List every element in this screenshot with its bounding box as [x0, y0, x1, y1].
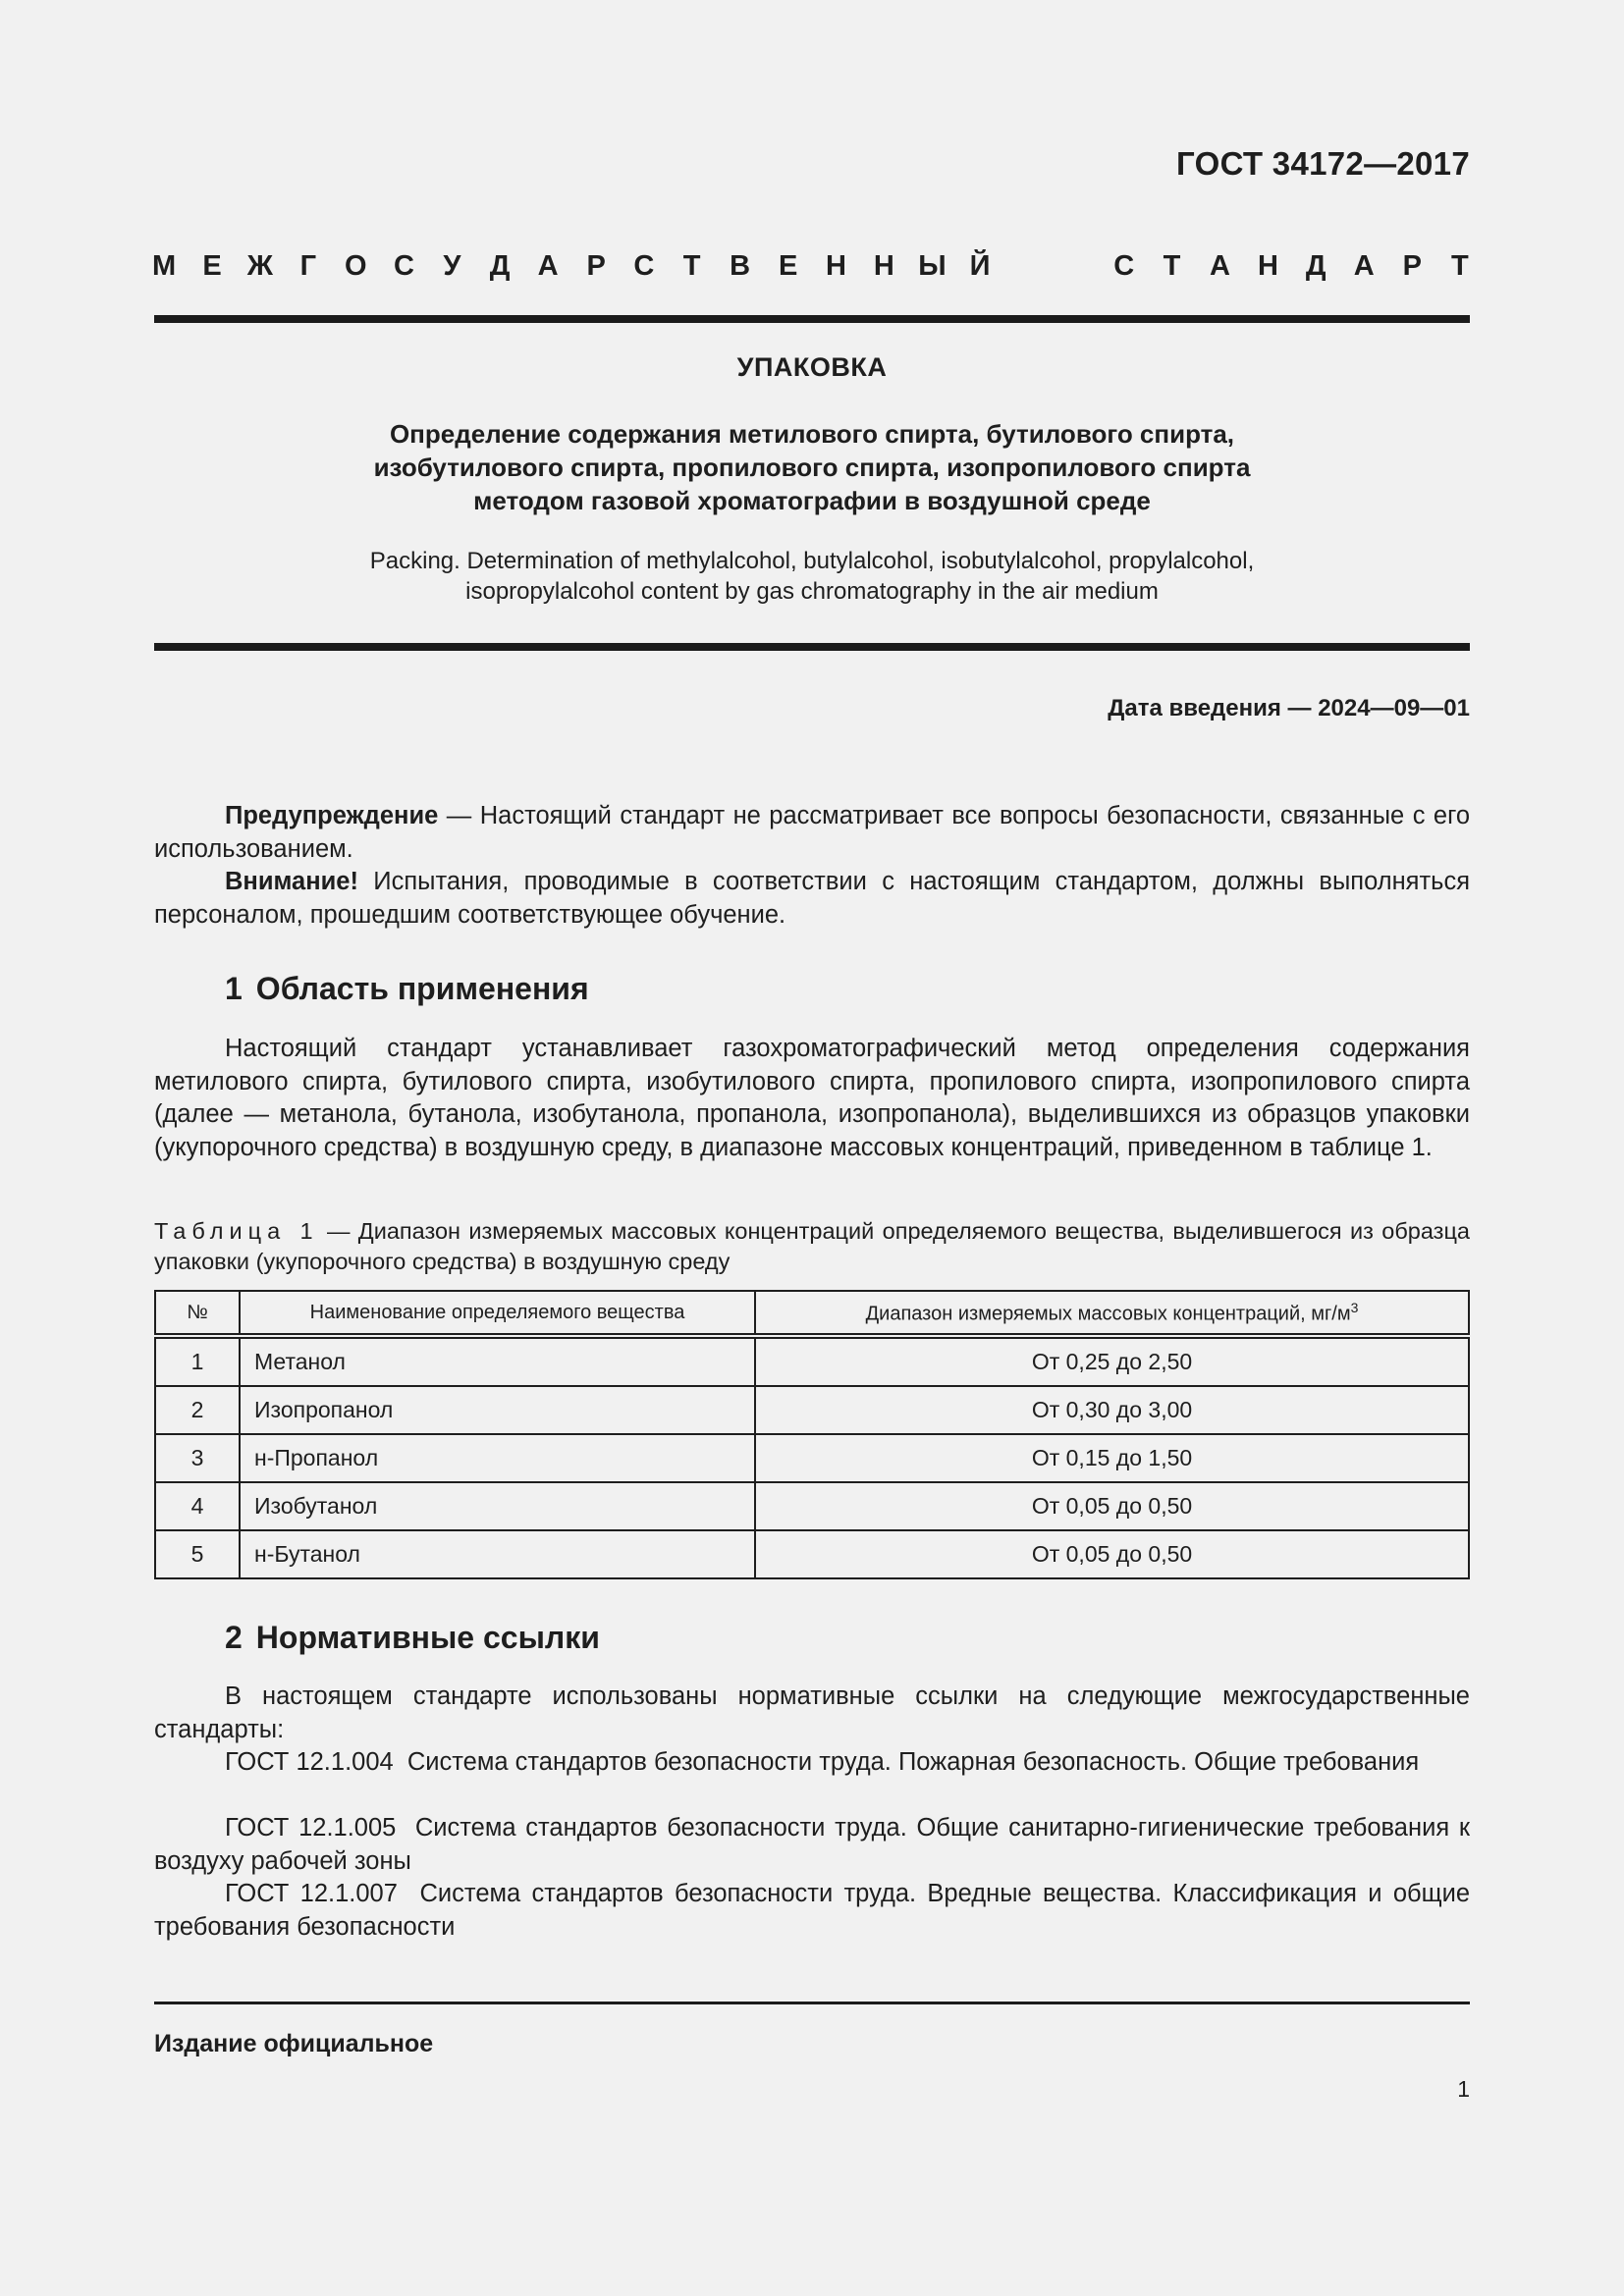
cell-num: 3 — [155, 1434, 240, 1482]
standard-kind-letter: Р — [586, 250, 606, 282]
standard-kind-letter: С — [1113, 250, 1135, 282]
standard-kind-letter: А — [537, 250, 559, 282]
table-row — [155, 1336, 1469, 1386]
cell-range: От 0,25 до 2,50 — [755, 1336, 1469, 1386]
reference-item — [154, 1878, 1470, 1944]
cell-substance: Изопропанол — [240, 1386, 755, 1434]
subtitle-line: изобутилового спирта, пропилового спирта, изопропилового спирта — [373, 453, 1251, 482]
cell-range: От 0,05 до 0,50 — [755, 1482, 1469, 1530]
section-2-intro — [154, 1681, 1470, 1746]
reference-code: ГОСТ 12.1.004 — [225, 1748, 394, 1776]
cell-num: 4 — [155, 1482, 240, 1530]
warning-label: Предупреждение — [225, 802, 439, 829]
header-range — [755, 1291, 1469, 1336]
header-num: № — [155, 1291, 240, 1336]
attention-paragraph — [154, 866, 1470, 932]
standard-kind-letter: Е — [202, 250, 222, 282]
table-row — [155, 1386, 1469, 1434]
top-rule — [154, 315, 1470, 323]
standard-kind-letter: Н — [825, 250, 846, 282]
table-caption-label: Таблица 1 — [154, 1218, 319, 1244]
gost-number: ГОСТ 34172—2017 — [1176, 145, 1470, 182]
standard-kind-letter: Р — [1402, 250, 1422, 282]
reference-code: ГОСТ 12.1.005 — [225, 1814, 397, 1842]
table-row — [155, 1434, 1469, 1482]
section-title: Нормативные ссылки — [255, 1620, 600, 1655]
table-row — [155, 1482, 1469, 1530]
standard-kind-letter: Н — [1257, 250, 1278, 282]
page-number: 1 — [1457, 2076, 1470, 2102]
cell-num: 5 — [155, 1530, 240, 1578]
attention-text: Испытания, проводимые в соответствии с настоящим стандартом, должны выполняться персоналом, прошедшим соответствующее обучение. — [154, 868, 1470, 929]
standard-kind-letter: Ы — [918, 250, 947, 282]
section-title: Область применения — [255, 971, 589, 1006]
section-2-intro-text: В настоящем стандарте использованы нормативные ссылки на следующие межгосударственные стандарты: — [154, 1682, 1470, 1743]
standard-kind-letter: Ж — [246, 250, 273, 282]
warning-text: — Настоящий стандарт не рассматривает все вопросы безопасности, связанные с его использованием. — [154, 802, 1470, 863]
table-row — [155, 1530, 1469, 1578]
section-2-heading — [225, 1620, 600, 1656]
document-title: УПАКОВКА — [736, 352, 888, 382]
english-title-line: isopropylalcohol content by gas chromatography in the air medium — [465, 578, 1159, 605]
table-caption-text: — Диапазон измеряемых массовых концентраций определяемого вещества, выделившегося из образца упаковки (укупорочного средства) в воздушную среду — [154, 1218, 1470, 1274]
standard-kind-letter: А — [1353, 250, 1375, 282]
reference-item — [154, 1746, 1470, 1780]
table-header-row — [155, 1291, 1469, 1336]
section-1-heading — [225, 971, 589, 1007]
reference-text: Система стандартов безопасности труда. Общие санитарно-гигиенические требования к воздуху рабочей зоны — [154, 1814, 1471, 1875]
section-1-text — [154, 1033, 1470, 1164]
section-1-body: Настоящий стандарт устанавливает газохроматографический метод определения содержания метилового спирта, бутилового спирта, изобутилового спирта, пропилового спирта, изопропилового спирта (далее — метанола, бутанола, изобутанола, пропанола, изопропанола), выделившихся из образцов упаковки (укупорочного средства) в воздушную среду, в диапазоне массовых концентраций, приведенном в таблице 1. — [154, 1035, 1470, 1161]
english-title-line: Packing. Determination of methylalcohol, butylalcohol, isobutylalcohol, propylalcohol, — [369, 548, 1255, 574]
title-bottom-rule — [154, 643, 1470, 651]
cell-substance: н-Бутанол — [240, 1530, 755, 1578]
header-range-text: Диапазон измеряемых массовых концентраций, мг/м — [865, 1303, 1351, 1325]
standard-kind-letter: А — [1210, 250, 1230, 282]
standard-kind-letter: Г — [299, 250, 317, 282]
document-page — [154, 0, 1470, 2296]
cell-range: От 0,15 до 1,50 — [755, 1434, 1469, 1482]
cell-range: От 0,05 до 0,50 — [755, 1530, 1469, 1578]
cell-substance: Метанол — [240, 1336, 755, 1386]
warning-paragraph — [154, 800, 1470, 866]
concentration-table — [154, 1290, 1470, 1579]
header-substance: Наименование определяемого вещества — [240, 1291, 755, 1336]
standard-kind-letter: Т — [1451, 250, 1469, 282]
standard-kind-letter: М — [152, 250, 177, 282]
section-number: 2 — [225, 1620, 243, 1655]
cell-substance: Изобутанол — [240, 1482, 755, 1530]
section-number: 1 — [225, 971, 243, 1006]
cell-num: 1 — [155, 1336, 240, 1386]
standard-kind-letter: В — [730, 250, 751, 282]
table-caption — [154, 1216, 1470, 1277]
cell-num: 2 — [155, 1386, 240, 1434]
header-range-sup: 3 — [1350, 1299, 1359, 1315]
standard-kind-letter: С — [393, 250, 414, 282]
standard-kind-letter: О — [345, 250, 367, 282]
standard-kind-letter: С — [633, 250, 655, 282]
reference-item — [154, 1812, 1470, 1878]
subtitle-line: методом газовой хроматографии в воздушной среде — [473, 486, 1151, 515]
document-subtitle — [154, 417, 1470, 517]
footer-rule — [154, 2002, 1470, 2004]
attention-label: Внимание! — [225, 868, 358, 895]
standard-kind-letter: Н — [873, 250, 894, 282]
standard-kind-letter: Д — [1305, 250, 1326, 282]
subtitle-line: Определение содержания метилового спирта, бутилового спирта, — [389, 419, 1235, 449]
edition-label: Издание официальное — [154, 2030, 434, 2057]
standard-kind-letter: Й — [969, 250, 991, 282]
reference-text: Система стандартов безопасности труда. Пожарная безопасность. Общие требования — [406, 1748, 1420, 1776]
reference-code: ГОСТ 12.1.007 — [225, 1880, 398, 1907]
standard-kind-letter: У — [443, 250, 461, 282]
standard-kind-letter: Т — [1163, 250, 1181, 282]
standard-kind-letter: Е — [779, 250, 798, 282]
cell-range: От 0,30 до 3,00 — [755, 1386, 1469, 1434]
english-title — [154, 546, 1470, 607]
reference-text: Система стандартов безопасности труда. Вредные вещества. Классификация и общие требования безопасности — [154, 1880, 1471, 1941]
introduction-date: Дата введения — 2024—09—01 — [1108, 695, 1470, 721]
cell-substance: н-Пропанол — [240, 1434, 755, 1482]
standard-kind-letter: Д — [489, 250, 511, 282]
standard-kind-letter: Т — [682, 250, 701, 282]
